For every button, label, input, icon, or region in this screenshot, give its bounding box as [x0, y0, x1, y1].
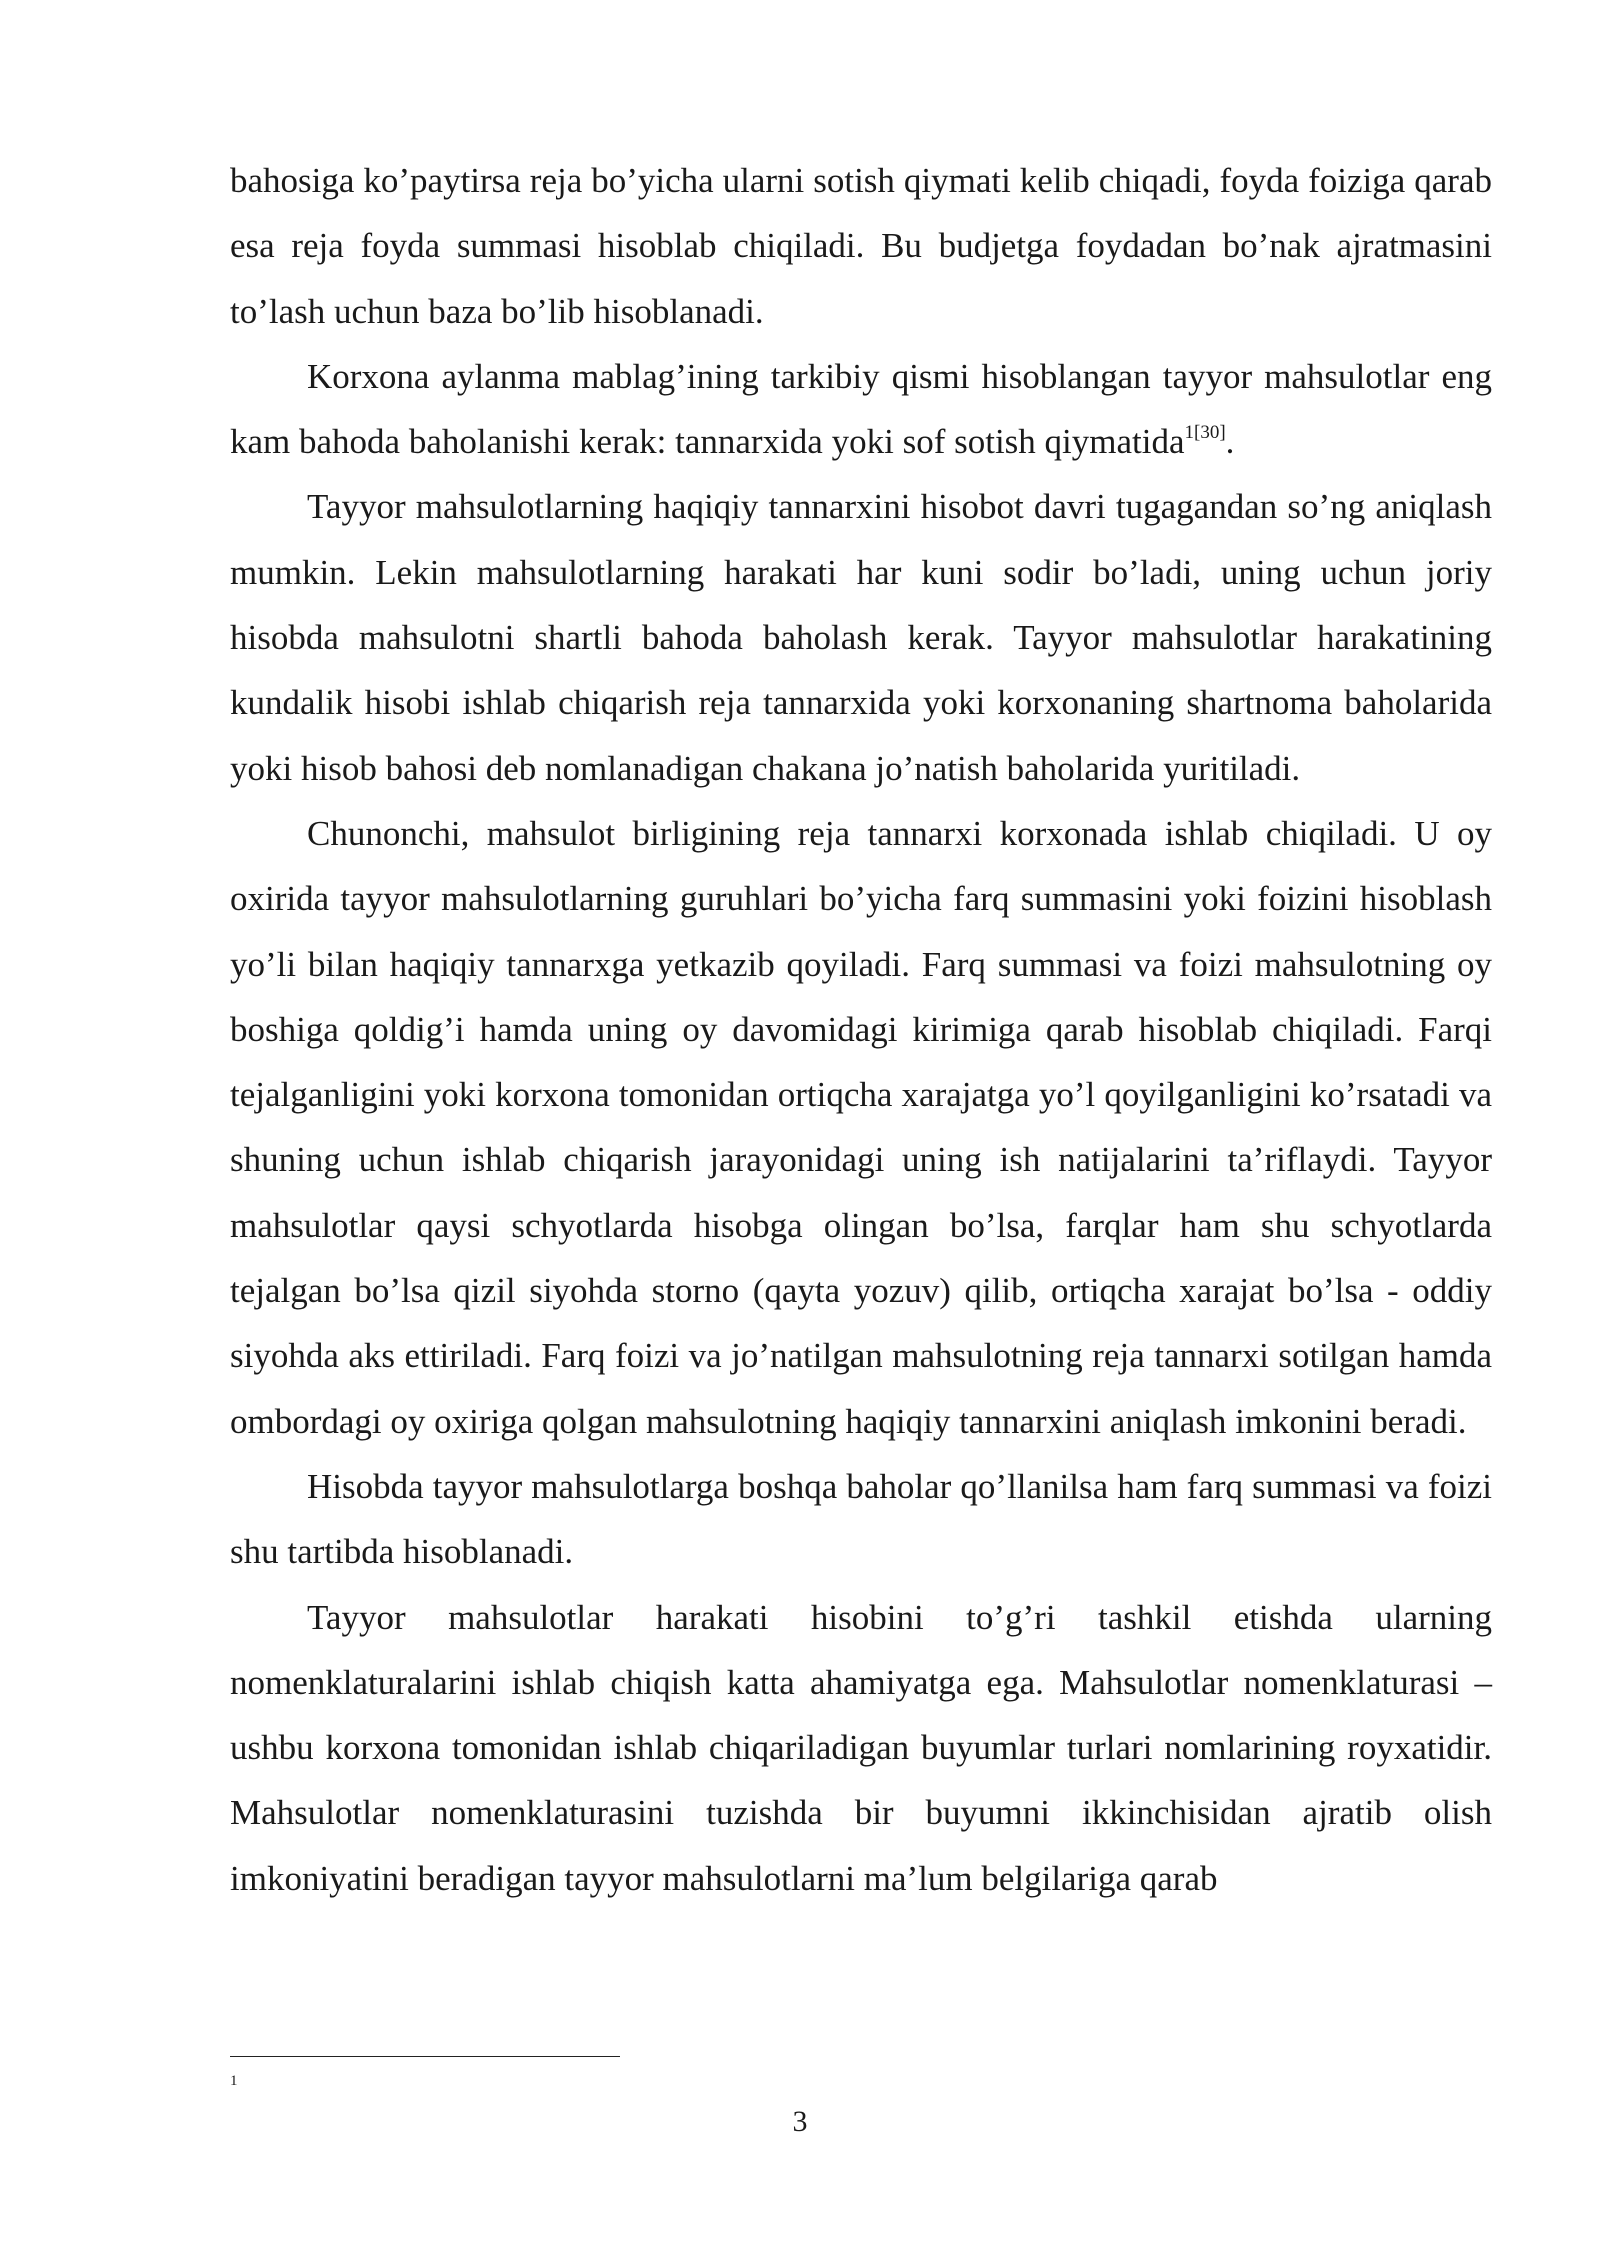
footnote-separator: [230, 2056, 620, 2057]
footnote-reference: 1[30]: [1184, 422, 1226, 444]
paragraph-2-text: Korxona aylanma mablag’ining tarkibiy qismi hisoblangan tayyor mahsulotlar eng kam bahoda baholanishi kerak: tannarxida yoki sof sotish qiymatida: [230, 356, 1492, 462]
paragraph-3: Tayyor mahsulotlarning haqiqiy tannarxini hisobot davri tugagandan so’ng aniqlash mumkin. Lekin mahsulotlarning harakati har kuni sodir bo’ladi, uning uchun joriy hisobda mahsulotni shartli bahoda baholash kerak. Tayyor mahsulotlar harakatining kundalik hisobi ishlab chiqarish reja tannarxida yoki korxonaning shartnoma baholarida yoki hisob bahosi deb nomlanadigan chakana jo’natish baholarida yuritiladi.: [230, 487, 1492, 788]
footnote-number: 1: [230, 2073, 238, 2089]
body-text: [230, 148, 1492, 1911]
page-number: 3: [792, 2105, 808, 2138]
paragraph-2-end: .: [1225, 422, 1235, 462]
paragraph-2: [230, 344, 1492, 475]
paragraph-5: Hisobda tayyor mahsulotlarga boshqa baholar qo’llanilsa ham farq summasi va foizi shu tartibda hisoblanadi.: [230, 1466, 1492, 1572]
paragraph-4: Chunonchi, mahsulot birligining reja tannarxi korxonada ishlab chiqiladi. U oy oxirida tayyor mahsulotlarning guruhlari bo’yicha farq summasini yoki foizini hisoblash yo’li bilan haqiqiy tannarxga yetkazib qoyiladi. Farq summasi va foizi mahsulotning oy boshiga qoldig’i hamda uning oy davomidagi kirimiga qarab hisoblab chiqiladi. Farqi tejalganligini yoki korxona tomonidan ortiqcha xarajatga yo’l qoyilganligini ko’rsatadi va shuning uchun ishlab chiqarish jarayonidagi uning ish natijalarini ta’riflaydi. Tayyor mahsulotlar qaysi schyotlarda hisobga olingan bo’lsa, farqlar ham shu schyotlarda tejalgan bo’lsa qizil siyohda storno (qayta yozuv) qilib, ortiqcha xarajat bo’lsa - oddiy siyohda aks ettiriladi. Farq foizi va jo’natilgan mahsulotning reja tannarxi sotilgan hamda ombordagi oy oxiriga qolgan mahsulotning haqiqiy tannarxini aniqlash imkonini beradi.: [230, 813, 1492, 1441]
paragraph-6: Tayyor mahsulotlar harakati hisobini to’g’ri tashkil etishda ularning nomenklaturalarini ishlab chiqish katta ahamiyatga ega. Mahsulotlar nomenklaturasi – ushbu korxona tomonidan ishlab chiqariladigan buyumlar turlari nomlarining royxatidir. Mahsulotlar nomenklaturasini tuzishda bir buyumni ikkinchisidan ajratib olish imkoniyatini beradigan tayyor mahsulotlarni ma’lum belgilariga qarab: [230, 1597, 1492, 1898]
paragraph-1: bahosiga ko’paytirsa reja bo’yicha ularni sotish qiymati kelib chiqadi, foyda foiziga qarab esa reja foyda summasi hisoblab chiqiladi. Bu budjetga foydadan bo’nak ajratmasini to’lash uchun baza bo’lib hisoblanadi.: [230, 161, 1492, 331]
